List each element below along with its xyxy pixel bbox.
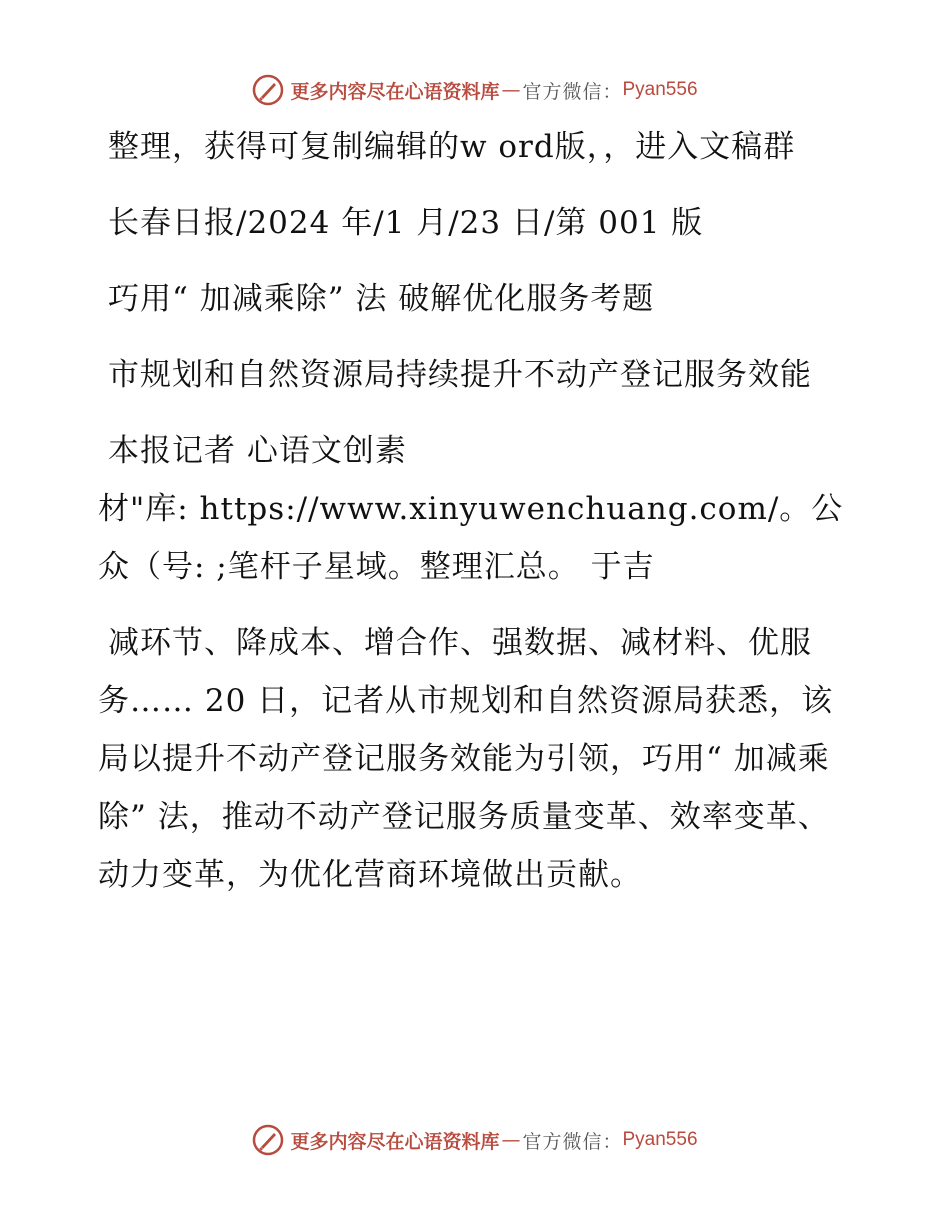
- intro-paragraph: 整理，获得可复制编辑的w ord版，，进入文稿群: [108, 129, 796, 165]
- publication-line: 长春日报/2024 年/1 月/23 日/第 001 版: [108, 205, 704, 241]
- banner-label: 官方微信：: [522, 80, 623, 103]
- subheadline: 市规划和自然资源局持续提升不动产登记服务效能: [108, 357, 812, 393]
- quill-emblem-icon: [252, 74, 284, 106]
- banner-title: 更多内容尽在心语资料库: [290, 80, 500, 103]
- footer-watermark-banner: [0, 1120, 950, 1160]
- source-note: 材"库: https://www.xinyuwenchuang.com/。公众（号: ;笔杆子星域。整理汇总。 于吉: [98, 491, 844, 585]
- banner-wechat-id: Pyan556: [622, 1129, 698, 1150]
- header-watermark-banner: [0, 70, 950, 110]
- body-paragraph: 减环节、降成本、增合作、强数据、减材料、优服务…… 20 日，记者从市规划和自然资源局获悉，该局以提升不动产登记服务效能为引领，巧用“ 加减乘除” 法，推动不动产登记服务质量变革、效率变革、动力变革，为优化营商环境做出贡献。: [98, 625, 834, 893]
- banner-label: 官方微信：: [522, 1130, 623, 1153]
- banner-title: 更多内容尽在心语资料库: [290, 1130, 500, 1153]
- quill-emblem-icon: [252, 1124, 284, 1156]
- document-body: [98, 118, 858, 922]
- banner-separator: —: [501, 1129, 521, 1151]
- banner-wechat-id: Pyan556: [622, 79, 698, 100]
- banner-separator: —: [501, 79, 521, 101]
- headline: 巧用“ 加减乘除” 法 破解优化服务考题: [108, 281, 655, 317]
- byline: 本报记者 心语文创素: [108, 433, 407, 469]
